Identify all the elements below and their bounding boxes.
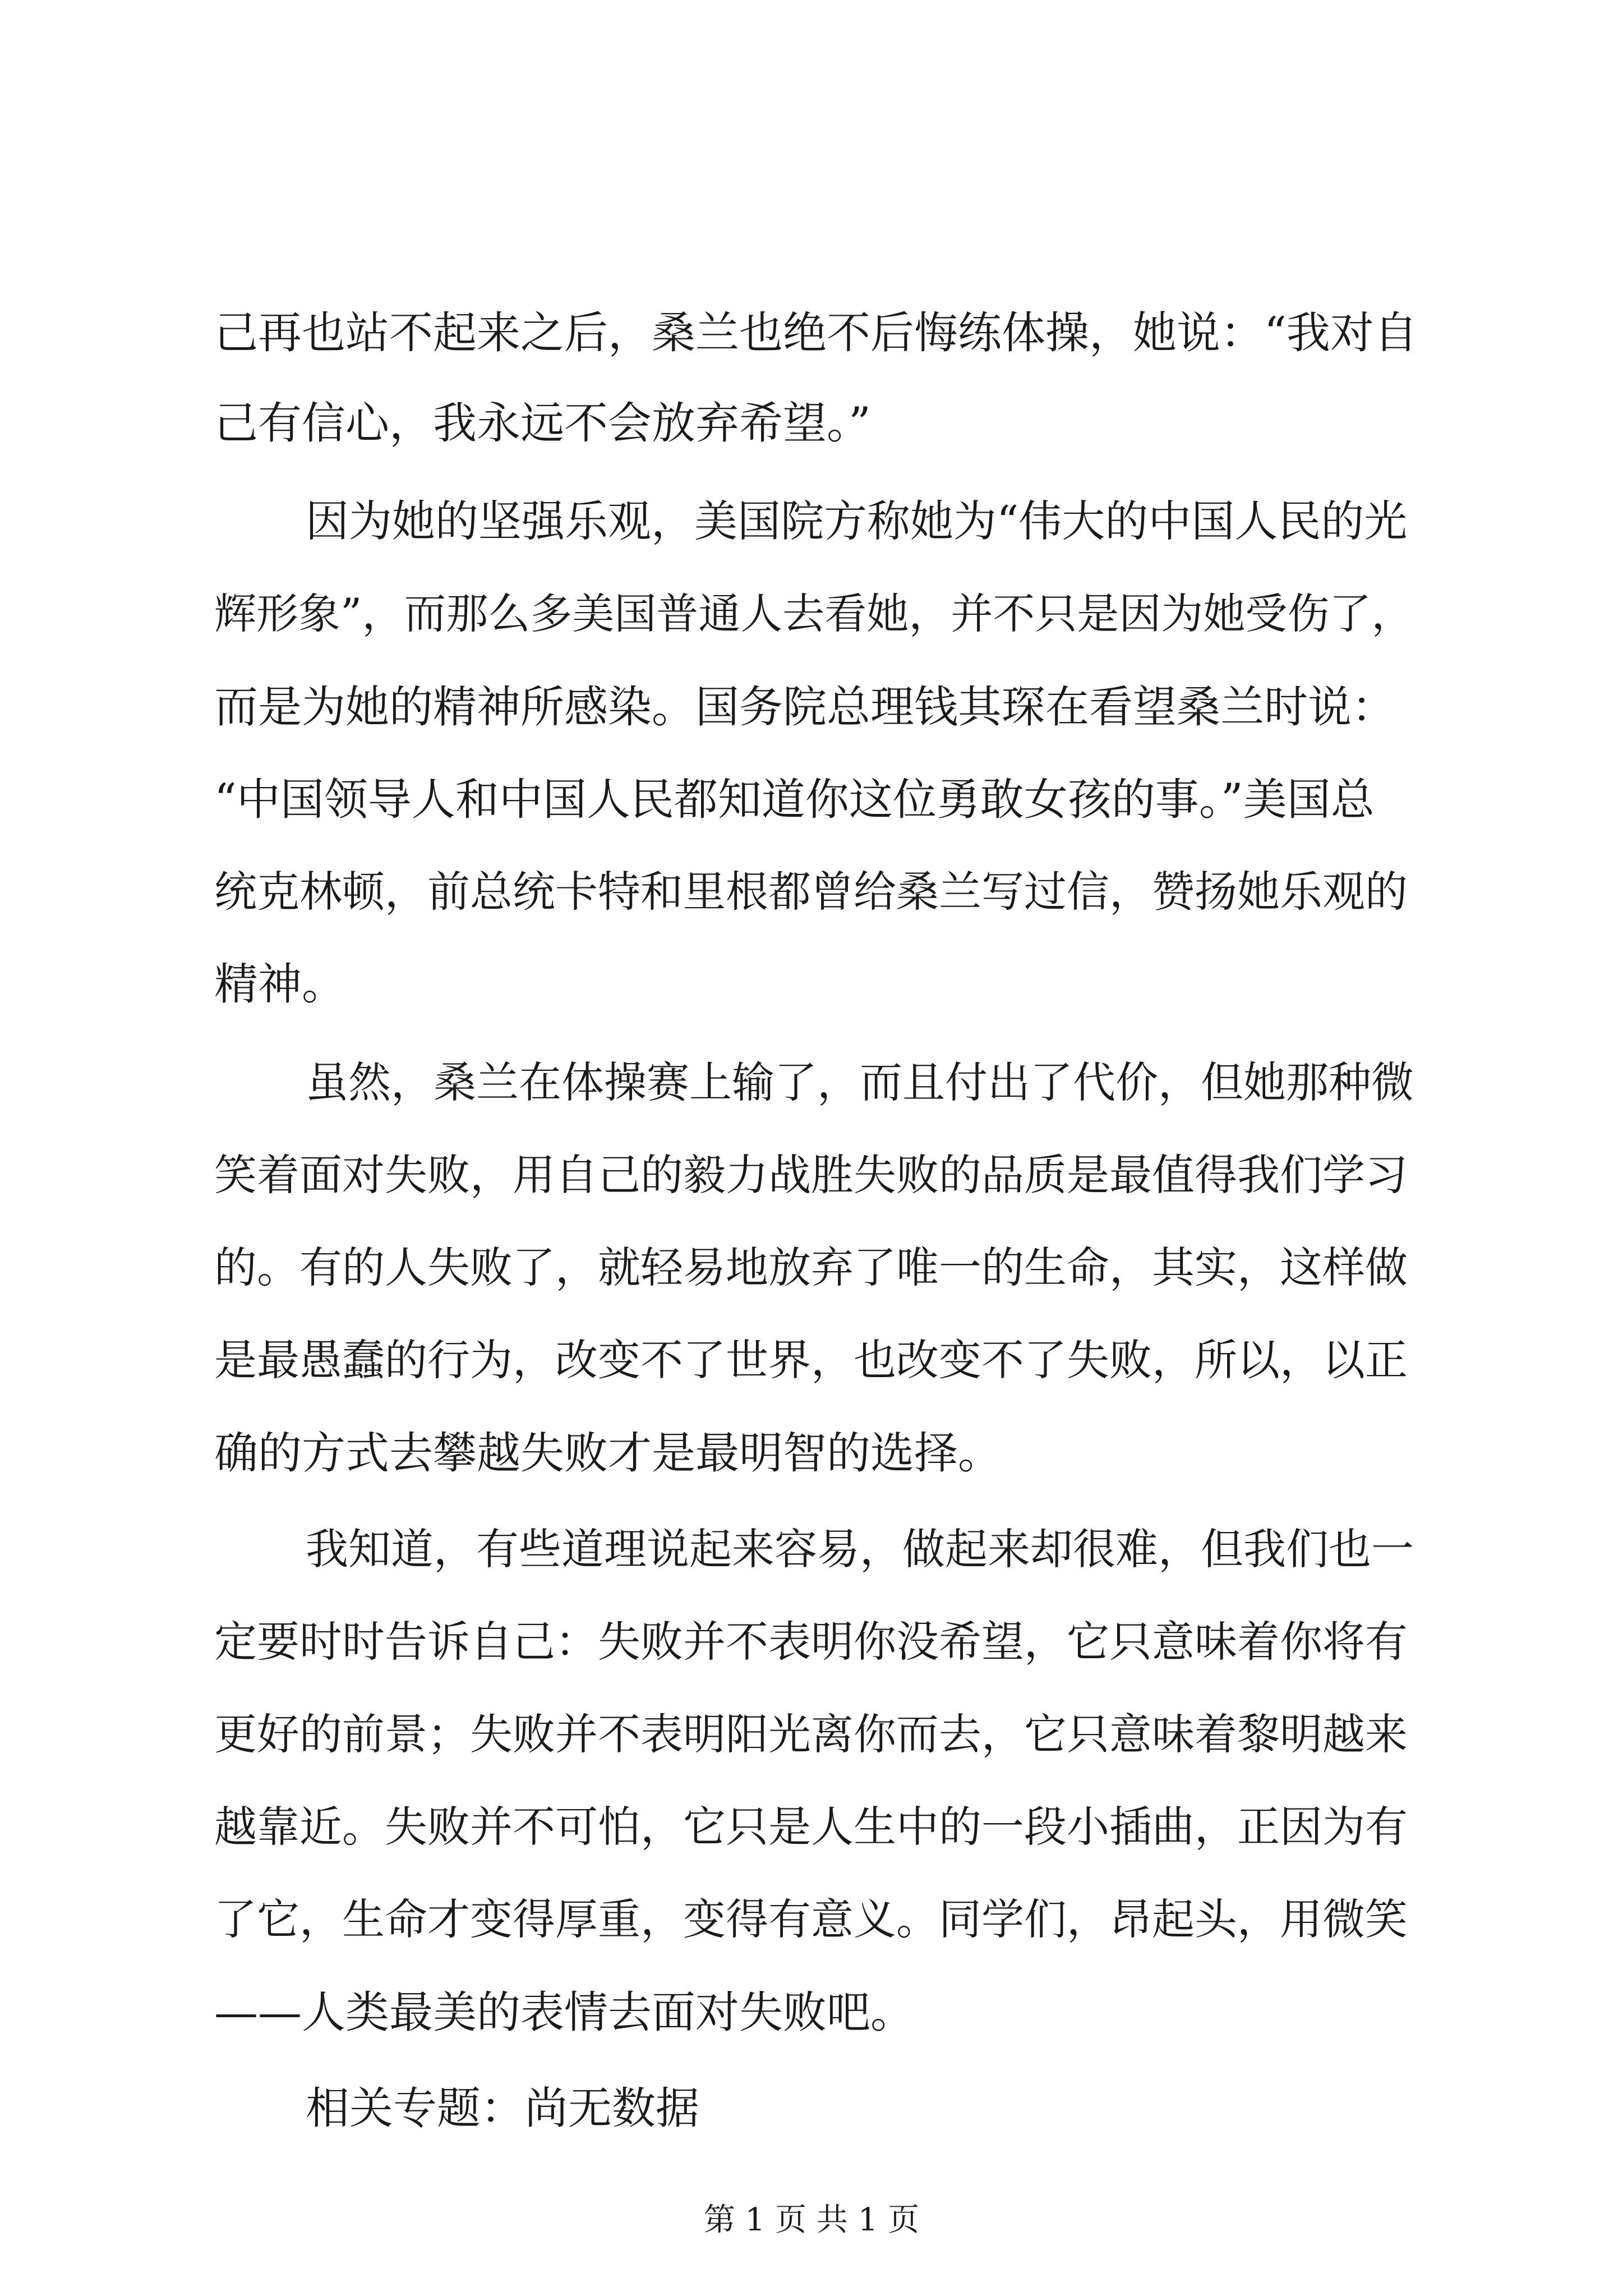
- text-line: 精神。: [214, 959, 346, 1010]
- related-topics: 相关专题：尚无数据: [306, 2083, 700, 2134]
- text-line: 己再也站不起来之后，桑兰也绝不后悔练体操，她说：“我对自: [214, 308, 1418, 358]
- text-line: 是最愚蠢的行为，改变不了世界，也改变不了失败，所以，以正: [214, 1335, 1408, 1385]
- text-line: 越靠近。失败并不可怕，它只是人生中的一段小插曲，正因为有: [214, 1802, 1408, 1852]
- text-line: 我知道，有些道理说起来容易，做起来却很难，但我们也一: [306, 1524, 1414, 1574]
- text-line: 更好的前景；失败并不表明阳光离你而去，它只意味着黎明越来: [214, 1709, 1408, 1759]
- text-line: 因为她的坚强乐观，美国院方称她为“伟大的中国人民的光: [306, 497, 1408, 547]
- text-line: 统克林顿，前总统卡特和里根都曾给桑兰写过信，赞扬她乐观的: [214, 867, 1408, 917]
- text-line: 辉形象”，而那么多美国普通人去看她，并不只是因为她受伤了，: [214, 589, 1414, 638]
- text-line: 虽然，桑兰在体操赛上输了，而且付出了代价，但她那种微: [306, 1057, 1414, 1107]
- text-line: “中国领导人和中国人民都知道你这位勇敢女孩的事。”美国总: [214, 775, 1375, 825]
- text-line: 己有信心，我永远不会放弃希望。”: [214, 398, 871, 449]
- text-line: 笑着面对失败，用自己的毅力战胜失败的品质是最值得我们学习: [214, 1150, 1408, 1200]
- text-line: 而是为她的精神所感染。国务院总理钱其琛在看望桑兰时说：: [214, 682, 1396, 733]
- text-line: 的。有的人失败了，就轻易地放弃了唯一的生命，其实，这样做: [214, 1243, 1408, 1292]
- text-line: 了它，生命才变得厚重，变得有意义。同学们，昂起头，用微笑: [214, 1894, 1408, 1944]
- page-number-footer: 第 1 页 共 1 页: [703, 2202, 920, 2238]
- text-line: 定要时时告诉自己：失败并不表明你没希望，它只意味着你将有: [214, 1617, 1408, 1667]
- text-line: 确的方式去攀越失败才是最明智的选择。: [214, 1428, 1002, 1479]
- text-line: ——人类最美的表情去面对失败吧。: [214, 1987, 915, 2038]
